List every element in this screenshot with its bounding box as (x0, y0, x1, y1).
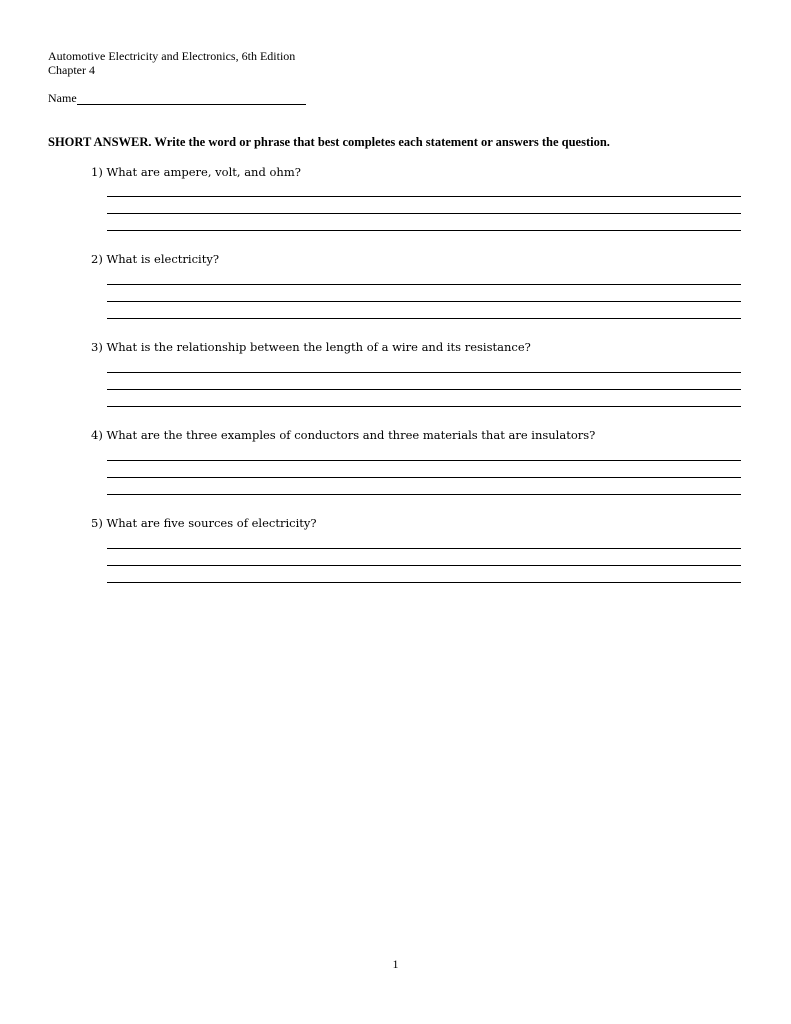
answer-line[interactable] (107, 406, 741, 407)
answer-line[interactable] (107, 582, 741, 583)
section-heading: SHORT ANSWER. Write the word or phrase that best completes each statement or answers the question. (48, 135, 610, 149)
question-3: 3) What is the relationship between the length of a wire and its resistance? (91, 340, 531, 354)
name-blank-line[interactable] (77, 92, 306, 105)
answer-line[interactable] (107, 318, 741, 319)
answer-line[interactable] (107, 565, 741, 566)
question-1: 1) What are ampere, volt, and ohm? (91, 165, 301, 179)
answer-line[interactable] (107, 477, 741, 478)
page-number: 1 (392, 957, 399, 971)
name-field-row (48, 91, 306, 105)
chapter-label: Chapter 4 (48, 63, 95, 77)
answer-line[interactable] (107, 460, 741, 461)
answer-line[interactable] (107, 548, 741, 549)
answer-line[interactable] (107, 230, 741, 231)
answer-line[interactable] (107, 389, 741, 390)
answer-line[interactable] (107, 196, 741, 197)
answer-line[interactable] (107, 301, 741, 302)
question-5: 5) What are five sources of electricity? (91, 516, 317, 530)
book-title: Automotive Electricity and Electronics, 6th Edition (48, 49, 296, 63)
answer-line[interactable] (107, 213, 741, 214)
answer-line[interactable] (107, 372, 741, 373)
question-4: 4) What are the three examples of conductors and three materials that are insulators? (91, 428, 596, 442)
answer-line[interactable] (107, 284, 741, 285)
name-label: Name (48, 91, 77, 105)
answer-line[interactable] (107, 494, 741, 495)
question-2: 2) What is electricity? (91, 252, 219, 266)
